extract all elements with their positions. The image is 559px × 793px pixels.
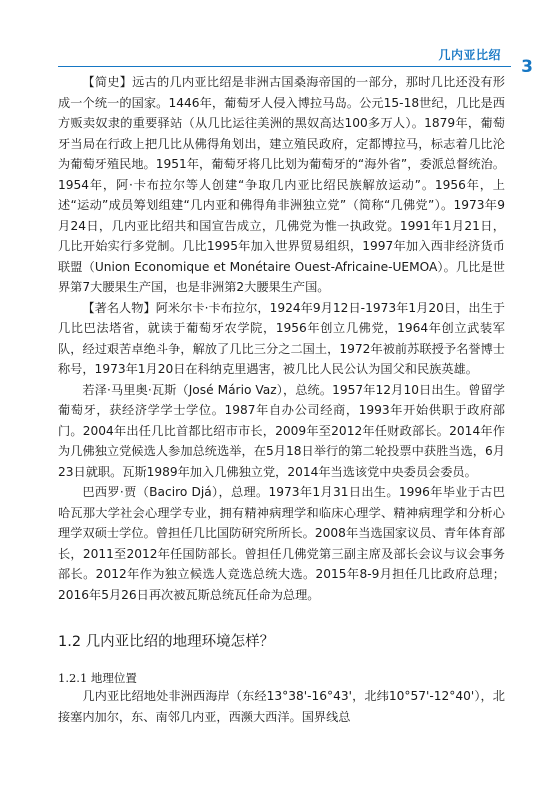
section-heading: 1.2 几内亚比绍的地理环境怎样？ xyxy=(58,634,275,650)
paragraph-prime-minister: 巴西罗·贾（Baciro Djá），总理。1973年1月31日出生。1996年毕业于古巴哈瓦那大学社会心理学专业，拥有精神病理学和临床心理学、精神病理学和分析心理学双硕士学位。曾担任几比国防研究所所长。2008年当选国家议员、青年体育部长，2011至2012年任国防部长。曾担任几佛党第三副主席及部长会议与议会事务部长。2012年作为独立候选人竞选总统大选。2015年8-9月担任几比政府总理；2016年5月26日再次被瓦斯总统瓦任命为总理。 xyxy=(58,485,505,602)
paragraph-history: 【简史】远古的几内亚比绍是非洲古国桑海帝国的一部分，那时几比还没有形成一个统一的国家。1446年，葡萄牙人侵入博拉马岛。公元15-18世纪，几比是西方贩卖奴隶的重要驿站（从几比运往美洲的黑奴高达100多万人）。1879年，葡萄牙当局在行政上把几比从佛得角划出，建立殖民政府，定都博拉马，标志着几比沦为葡萄牙殖民地。1951年，葡萄牙将几比划为葡萄牙的“海外省”，委派总督统治。1954年，阿·卡布拉尔等人创建“争取几内亚比绍民族解放运动”。1956年，上述“运动”成员筹划组建“几内亚和佛得角非洲独立党”（简称“几佛党”）。1973年9月24日，几内亚比绍共和国宣告成立，几佛党为惟一执政党。1991年1月21日，几比开始实行多党制。几比1995年加入世界贸易组织，1997年加入西非经济货币联盟（Union Economique et Monétaire Ouest-Africaine-UEMOA）。几比是世界第7大腰果生产国，也是非洲第2大腰果生产国。 xyxy=(58,75,505,294)
header-divider xyxy=(58,66,511,67)
paragraph-famous-people: 【著名人物】阿米尔卡·卡布拉尔，1924年9月12日-1973年1月20日，出生于几比巴法塔省，就读于葡萄牙农学院，1956年创立几佛党，1964年创立武装军队，经过艰苦卓绝斗争，解放了几比三分之二国土，1972年被前苏联授予名誉博士称号，1973年1月20日在科纳克里遇害，被几比人民公认为国父和民族英雄。 xyxy=(58,300,505,376)
subsection-heading: 1.2.1 地理位置 xyxy=(58,671,137,685)
main-body-text xyxy=(58,72,505,605)
running-header-title: 几内亚比绍 xyxy=(438,48,501,62)
paragraph-geography: 几内亚比绍地处非洲西海岸（东经13°38'-16°43'，北纬10°57'-12°40'），北接塞内加尔，东、南邻几内亚，西濒大西洋。国界线总 xyxy=(58,689,505,724)
geography-body-text xyxy=(58,686,505,727)
page-number: 3 xyxy=(521,57,533,77)
paragraph-president: 若泽·马里奥·瓦斯（José Mário Vaz），总统。1957年12月10日出生。曾留学葡萄牙，获经济学学士学位。1987年自办公司经商，1993年开始供职于政府部门。2004年出任几比首都比绍市市长，2009年至2012年任财政部长。2014年作为几佛独立党候选人参加总统选举，在5月18日举行的第二轮投票中获胜当选，6月23日就职。瓦斯1989年加入几佛独立党，2014年当选该党中央委员会委员。 xyxy=(58,382,505,479)
